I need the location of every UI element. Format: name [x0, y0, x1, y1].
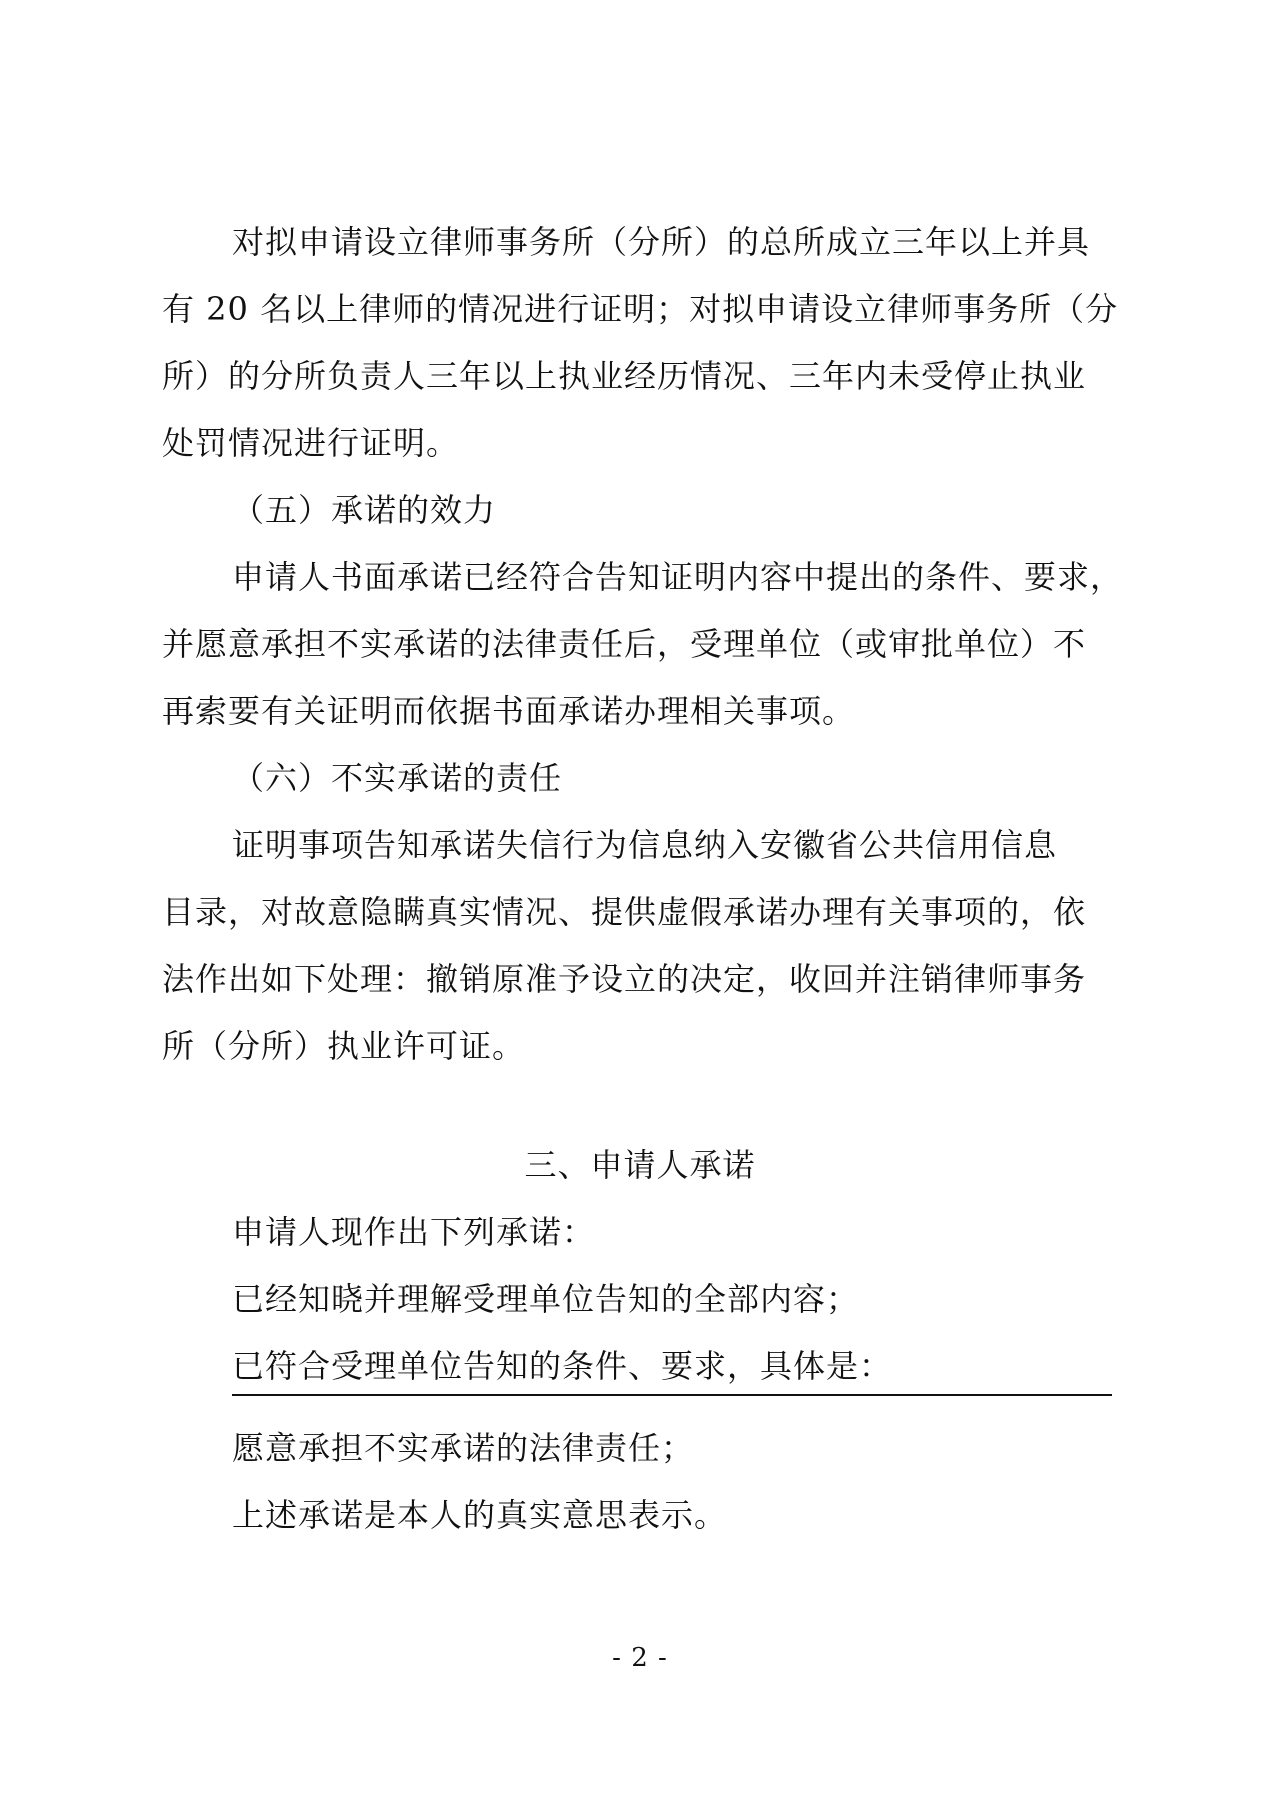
commitment-line-1: 申请人现作出下列承诺： [232, 1213, 596, 1251]
fill-in-underline [232, 1394, 1112, 1396]
commitment-after-line-1: 愿意承担不实承诺的法律责任； [232, 1429, 695, 1467]
section-5-title: （五）承诺的效力 [232, 491, 497, 529]
paragraph-1-line-2: 有 20 名以上律师的情况进行证明；对拟申请设立律师事务所（分 [162, 290, 1119, 328]
paragraph-2-line-1: 申请人书面承诺已经符合告知证明内容中提出的条件、要求， [232, 558, 1124, 596]
paragraph-1-line-4: 处罚情况进行证明。 [162, 424, 460, 462]
commitment-line-2: 已经知晓并理解受理单位告知的全部内容； [232, 1280, 860, 1318]
paragraph-3-line-4: 所（分所）执业许可证。 [162, 1027, 526, 1065]
paragraph-2-line-3: 再索要有关证明而依据书面承诺办理相关事项。 [162, 692, 856, 730]
paragraph-3-line-2: 目录，对故意隐瞒真实情况、提供虚假承诺办理有关事项的，依 [162, 893, 1087, 931]
paragraph-3-line-3: 法作出如下处理：撤销原准予设立的决定，收回并注销律师事务 [162, 960, 1087, 998]
commitment-line-3: 已符合受理单位告知的条件、要求，具体是： [232, 1347, 893, 1385]
paragraph-3-line-1: 证明事项告知承诺失信行为信息纳入安徽省公共信用信息 [232, 826, 1058, 864]
commitment-after-line-2: 上述承诺是本人的真实意思表示。 [232, 1496, 728, 1534]
section-6-title: （六）不实承诺的责任 [232, 759, 563, 797]
part-3-heading: 三、申请人承诺 [524, 1146, 756, 1184]
paragraph-1-line-1: 对拟申请设立律师事务所（分所）的总所成立三年以上并具 [232, 223, 1091, 261]
paragraph-1-line-3: 所）的分所负责人三年以上执业经历情况、三年内未受停止执业 [162, 357, 1087, 395]
paragraph-2-line-2: 并愿意承担不实承诺的法律责任后，受理单位（或审批单位）不 [162, 625, 1087, 663]
page-number: - 2 - [612, 1643, 668, 1673]
